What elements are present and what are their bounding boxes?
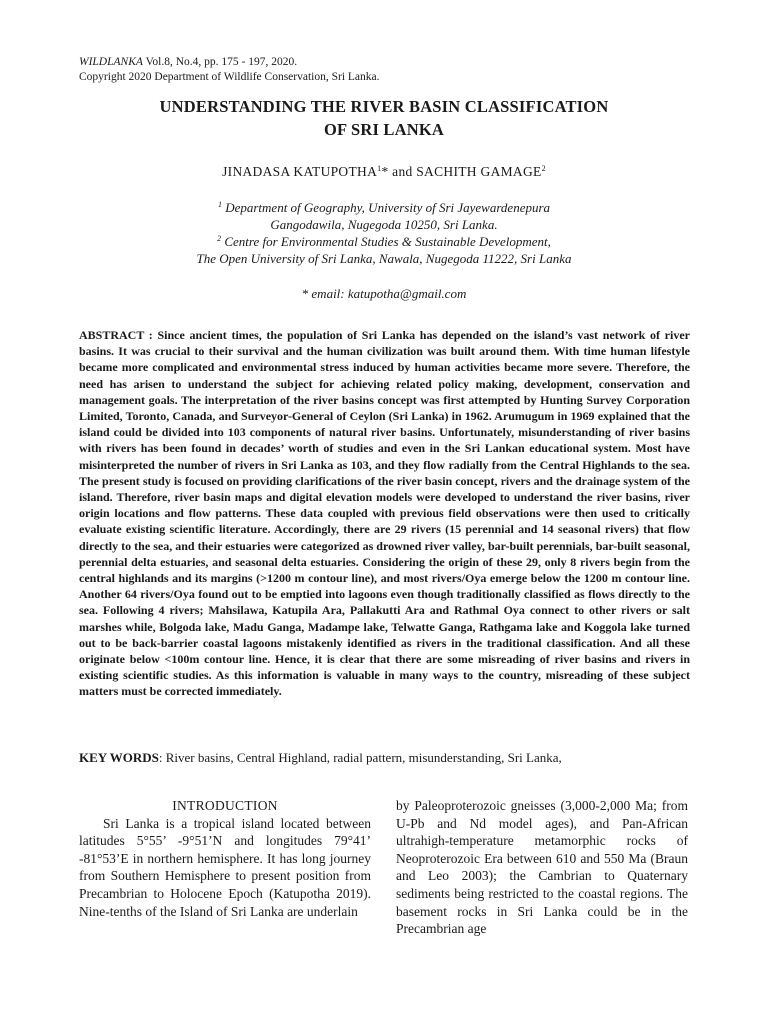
affiliation-2-line-2: The Open University of Sri Lanka, Nawala, Nugegoda 11222, Sri Lanka [196,251,572,266]
author-1-affil-mark: 1 [377,164,382,173]
keywords-label: KEY WORDS [79,750,159,765]
affiliation-2 [0,233,768,250]
abstract: ABSTRACT : Since ancient times, the population of Sri Lanka has depended on the island’s vast network of river basins. It was crucial to their survival and the human civilization was built around them. With time human lifestyle became more complicated and environmental stress induced by human activities became more severe. Therefore, the need has arisen to understand the subject for achieving related policy making, development, conservation and management goals. The interpretation of the river basins concept was first attempted by Hunting Survey Corporation Limited, Toronto, Canada, and Surveyor-General of Ceylon (Sri Lanka) in 1962. Arumugum in 1969 explained that the island could be divided into 103 components of natural river basins. Unfortunately, misunderstanding of river basins with rivers has been found in decades’ worth of studies and even in the Sri Lankan educational system. Most have misinterpreted the number of rivers in Sri Lanka as 103, and they flow radially from the Central Highlands to the sea. The present study is focused on providing clarifications of the river basin concept, rivers and the drainage system of the island. Therefore, river basin maps and digital elevation models were developed to understand the river basins, river origin locations and flow patterns. These data coupled with previous field observations were then used to critically evaluate existing scientific literature. Accordingly, there are 29 rivers (15 perennial and 14 seasonal rivers) that flow directly to the sea, and their estuaries were categorized as drowned river valley, bar-built perennials, bar-built seasonal, perennial delta estuaries, and seasonal delta estuaries. Considering the origin of these 29, only 8 rivers begin from the central highlands and its margins (>1200 m contour line), and most rivers/Oya emerge below the 1200 m contour line. Another 64 rivers/Oya found out to be emptied into lagoons even though traditionally classified as flows directly to the sea. Following 4 rivers; Mahsilawa, Katupila Ara, Pallakutti Ara and Rathmal Oya connect to other rivers or salt marshes while, Bolgoda lake, Madu Ganga, Madampe lake, Telwatte Ganga, Rathgama lake and Koggola lake turned out to be back-barrier coastal lagoons mistakenly identified as rivers in the traditional classification. And all these originate below <100m contour line. Hence, it is clear that there are some misreading of river basins and rivers in existing scientific studies. As this information is valuable in many ways to the country, misreading of these subject matters must be corrected immediately. [79,328,690,699]
affiliation-1 [0,199,768,216]
paper-title [0,95,768,141]
introduction-paragraph-left: Sri Lanka is a tropical island located between latitudes 5°55’ -9°51’N and longitudes 79°41’ -81°53’E in northern hemisphere. It has long journey from Southern Hemisphere to present position from Precambrian to Holocene Epoch (Katupotha 2019). Nine-tenths of the Island of Sri Lanka are underlain [79,815,371,919]
journal-name: WILDLANKA [79,56,143,68]
keywords-text: : River basins, Central Highland, radial pattern, misunderstanding, Sri Lanka, [158,750,562,765]
title-line-2: OF SRI LANKA [323,120,445,139]
affiliation-2-mark: 2 [217,234,222,243]
affiliation-1-line-1: Department of Geography, University of Sri Jayewardenepura [221,200,551,215]
body-column-left [79,797,371,920]
title-line-1: UNDERSTANDING THE RIVER BASIN CLASSIFICATION [159,97,609,116]
journal-header [79,55,380,85]
affiliations [0,199,768,267]
body-column-right [396,797,688,938]
corresponding-email: * email: katupotha@gmail.com [301,286,467,301]
keywords [79,750,690,766]
introduction-paragraph-right: by Paleoproterozoic gneisses (3,000-2,000 Ma; from U-Pb and Nd model ages), and Pan-African ultrahigh-temperature metamorphic rocks of Neoproterozoic Era between 610 and 550 Ma (Braun and Leo 2003); the Cambrian to Quaternary sediments being restricted to the coastal regions. The basement rocks in Sri Lanka could be in the Precambrian age [396,798,688,937]
author-2-affil-mark: 2 [541,164,546,173]
affiliation-2-line-1: Centre for Environmental Studies & Sustainable Development, [221,234,551,249]
journal-citation: Vol.8, No.4, pp. 175 - 197, 2020. [142,56,298,68]
author-list [0,164,768,180]
citation-line [79,55,380,70]
copyright-line: Copyright 2020 Department of Wildlife Conservation, Sri Lanka. [79,71,380,83]
introduction-heading: INTRODUCTION [172,798,278,813]
affiliation-1-mark: 1 [217,200,222,209]
author-1: JINADASA KATUPOTHA [222,164,378,179]
author-2: SACHITH GAMAGE [416,164,542,179]
affiliation-1-line-2: Gangodawila, Nugegoda 10250, Sri Lanka. [270,217,498,232]
author-1-corresponding-mark: * and [381,164,417,179]
